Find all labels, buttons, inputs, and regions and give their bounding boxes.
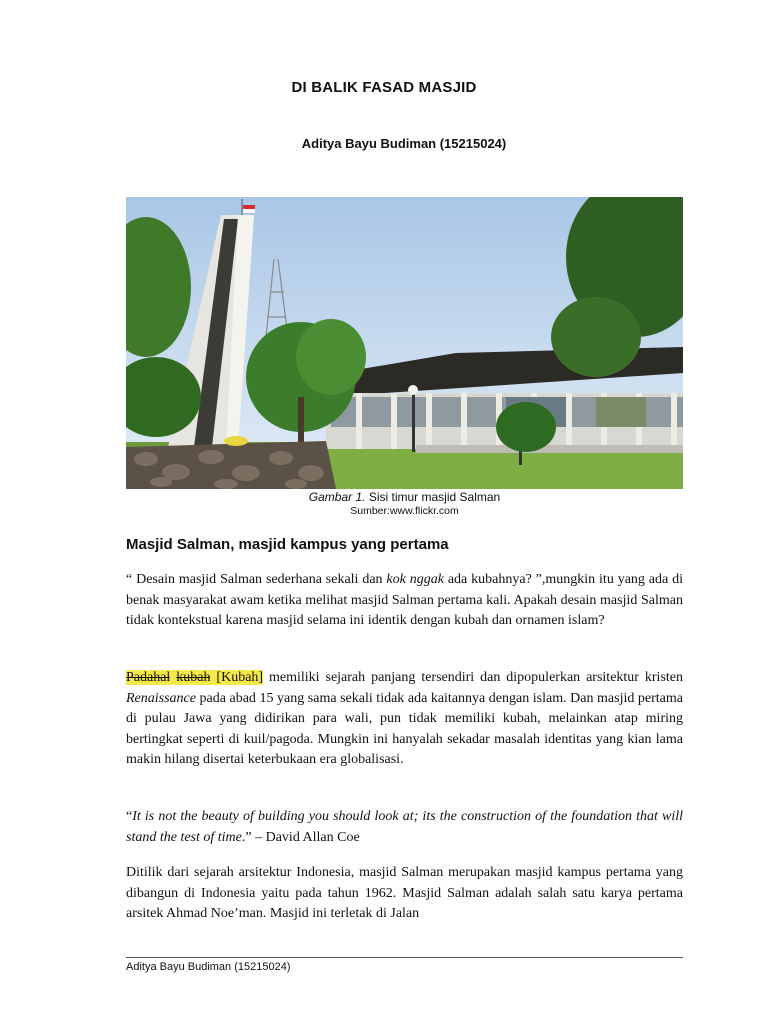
p2-text-a: memiliki sejarah panjang tersendiri dan dipopulerkan arsitektur kristen [263,670,684,685]
quote-attribution: .” – David Allan Coe [241,829,360,845]
document-title: DI BALIK FASAD MASJID [291,79,477,96]
p1-text-a: “ Desain masjid Salman sederhana sekali dan [126,572,387,587]
caption-label: Gambar 1. [308,490,366,504]
paragraph-quote [126,807,683,848]
caption-source: Sumber:www.flickr.com [350,505,459,517]
figure-caption [126,490,683,518]
inserted-word-kubah: [Kubah] [216,670,264,685]
p2-text-c: pada abad 15 yang sama sekali tidak ada kaitannya dengan islam. Dan masjid pertama di pulau Jawa yang didirikan para wali, pun tidak memiliki kubah, melainkan atap miring bertingkat seperti di kuil/pagoda. Mungkin ini hanyalah sekadar masalah identitas yang kian lama makin hilang disertai keterbukaan era globalisasi. [126,690,683,767]
quote-text: It is not the beauty of building you should look at; its the construction of the foundation that will stand the test of time [126,809,683,845]
deleted-word-padahal: Padahal [126,670,171,685]
deleted-word-kubah: kubah [176,670,211,685]
p1-italic: kok nggak [386,572,444,587]
p1-text-c: ada kubahnya? ”,mungkin itu yang ada di benak masyarakat awam ketika melihat masjid Salman pertama kali. Apakah desain masjid Salman tidak kontekstual karena masjid selama ini identik dengan kubah dan ornamen islam? [126,572,683,628]
footer-divider [126,957,683,958]
footer-text: Aditya Bayu Budiman (15215024) [126,961,291,973]
mosque-photo [126,197,683,489]
quote-open: “ [126,809,133,824]
caption-text: Sisi timur masjid Salman [365,490,501,504]
document-author: Aditya Bayu Budiman (15215024) [301,136,507,151]
paragraph-intro [126,570,683,632]
p2-italic: Renaissance [126,690,196,706]
paragraph-history [126,668,683,771]
section-heading: Masjid Salman, masjid kampus yang pertama [126,536,449,553]
paragraph-salman-history: Ditilik dari sejarah arsitektur Indonesia, masjid Salman merupakan masjid kampus pertama yang dibangun di Indonesia yaitu pada tahun 1962. Masjid Salman adalah salah satu karya pertama arsitek Ahmad Noe’man. Masjid ini terletak di Jalan [126,865,683,921]
